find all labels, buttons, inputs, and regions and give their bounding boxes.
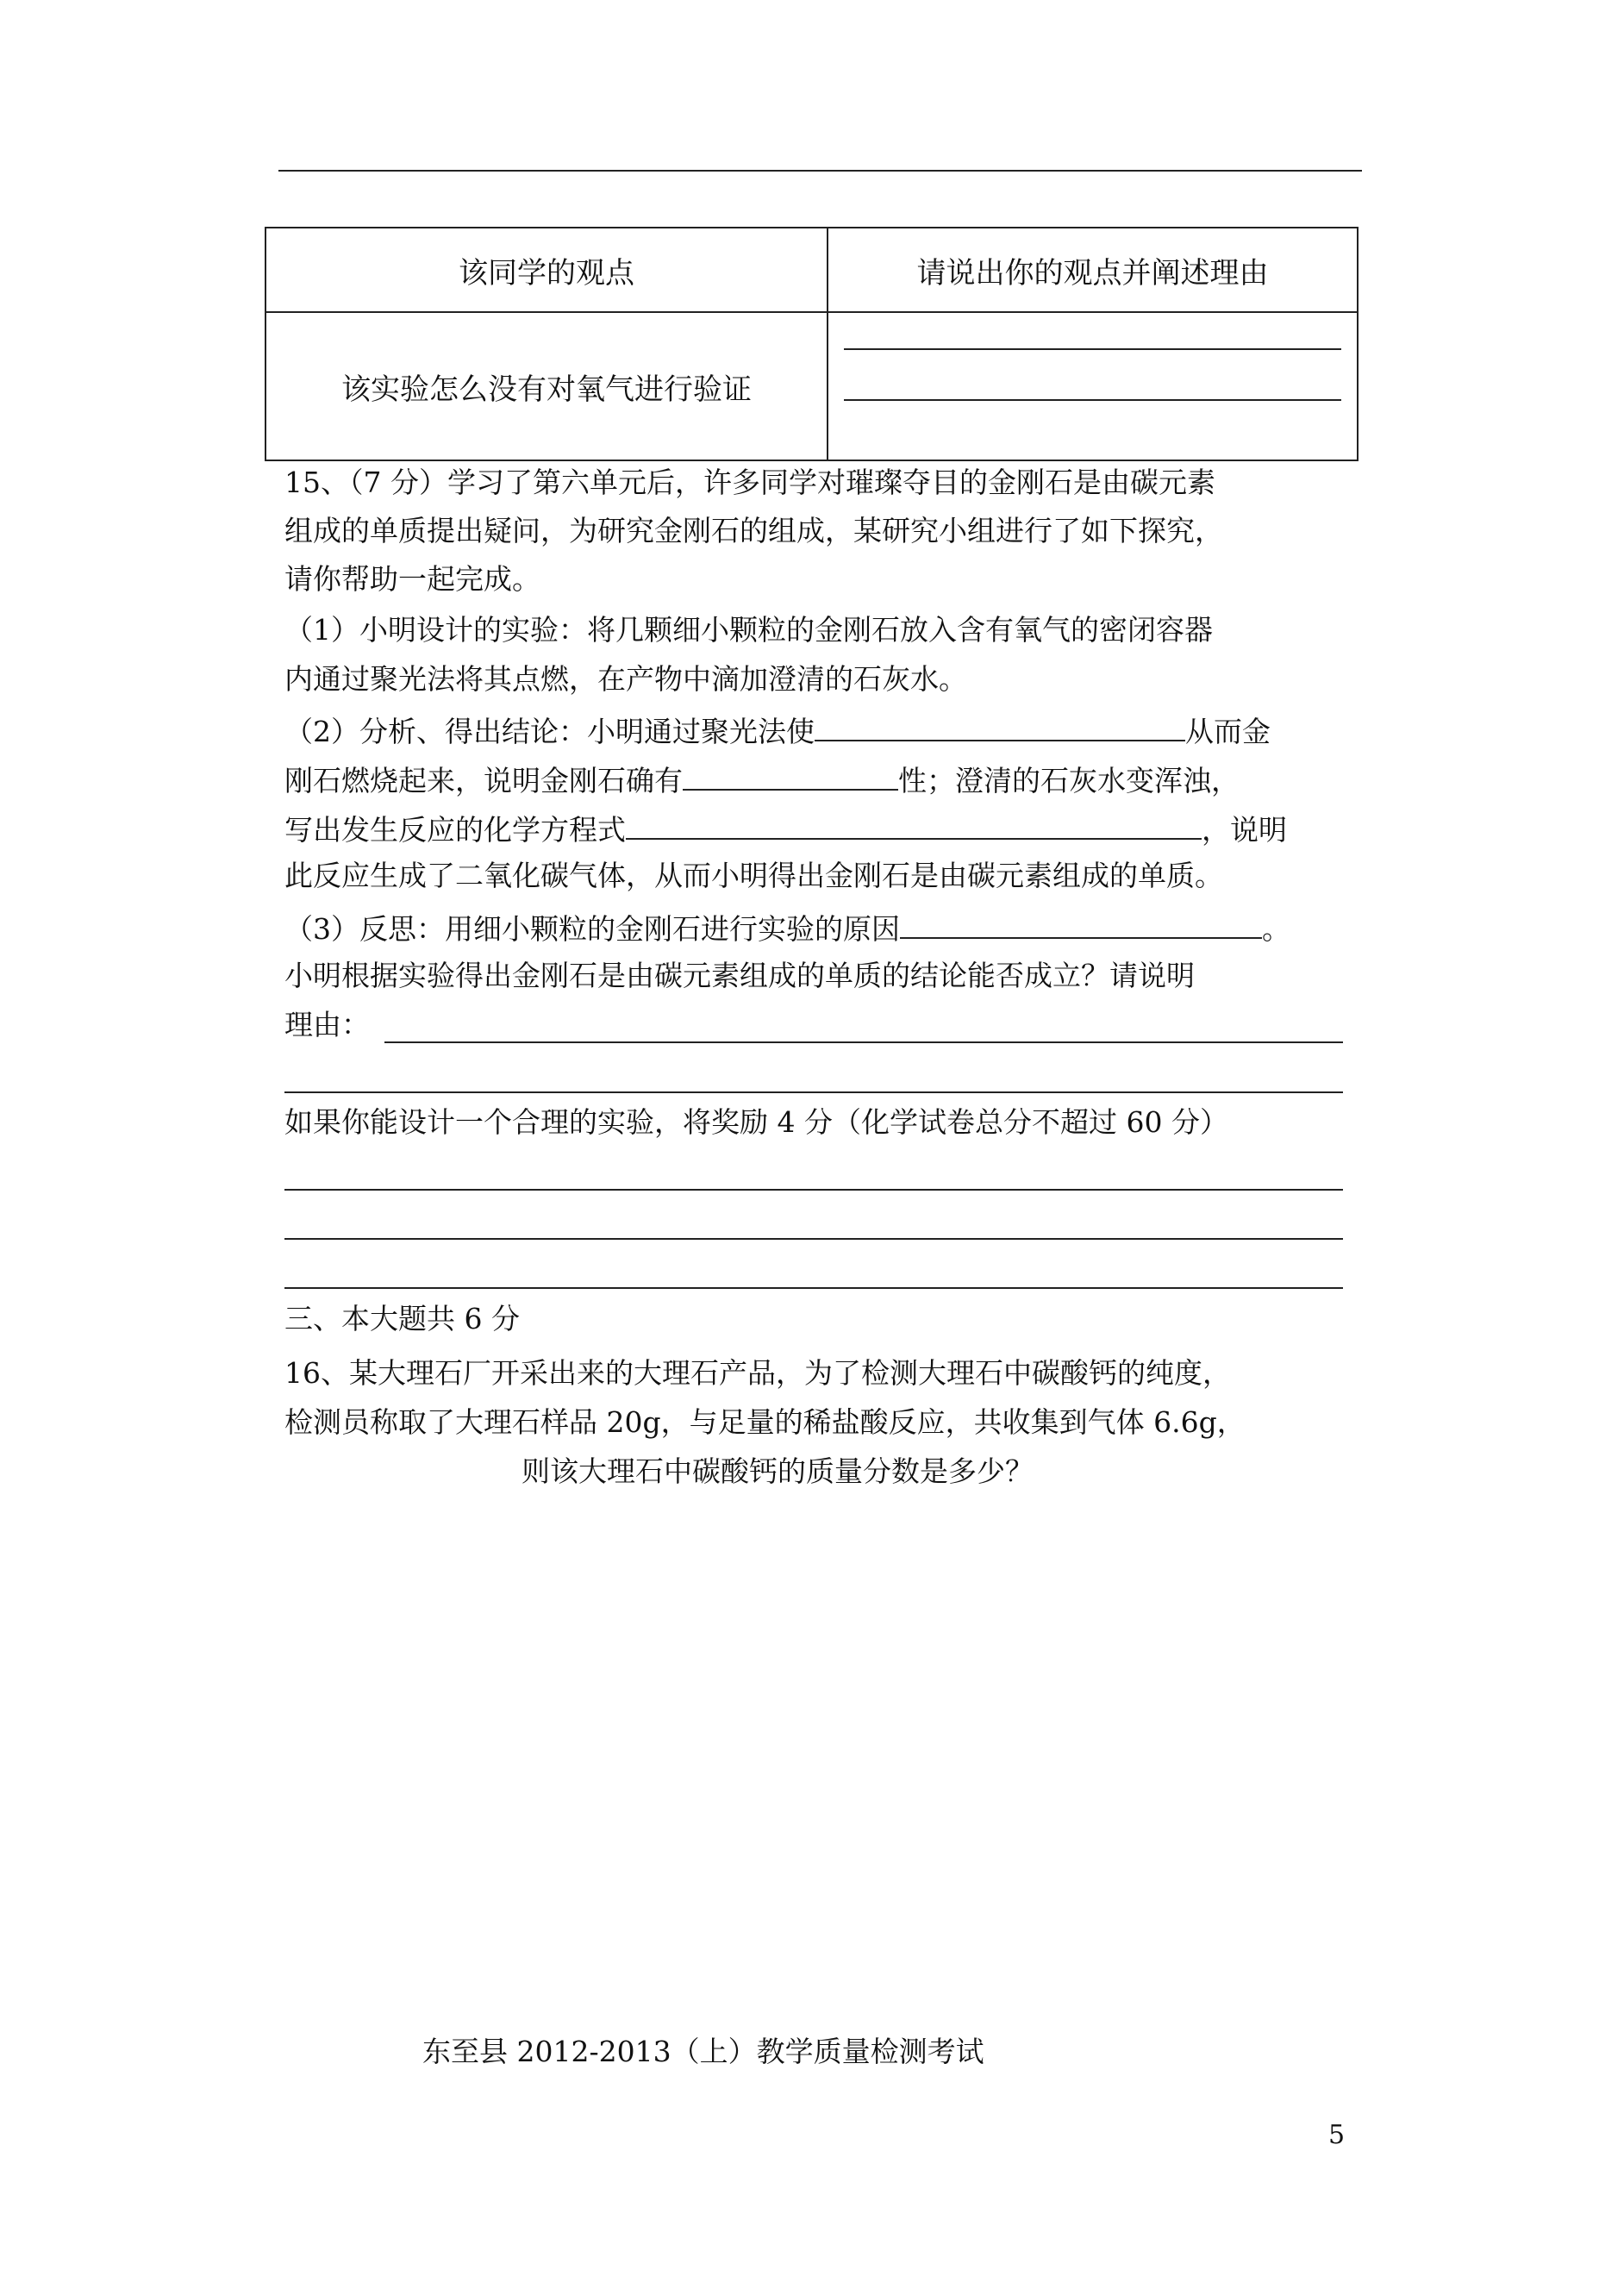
q16-line2: 检测员称取了大理石样品 20g，与足量的稀盐酸反应，共收集到气体 6.6g， [284, 1405, 1246, 1439]
q15-part1-line2: 内通过聚光法将其点燃，在产物中滴加澄清的石灰水。 [284, 662, 967, 696]
table-header-row [265, 228, 1358, 312]
header-student-view: 该同学的观点 [265, 228, 828, 312]
q16-line1: 16、某大理石厂开采出来的大理石产品，为了检测大理石中碳酸钙的纯度， [284, 1356, 1231, 1390]
answer-line[interactable] [284, 1287, 1343, 1289]
blank-equation[interactable] [626, 812, 1202, 840]
exam-title: 东至县 2012-2013（上）教学质量检测考试 [422, 2035, 984, 2068]
q15-part3-text-a: （3）反思：用细小颗粒的金刚石进行实验的原因 [284, 912, 900, 946]
q15-part3-line2: 小明根据实验得出金刚石是由碳元素组成的单质的结论能否成立？请说明 [284, 959, 1195, 992]
q15-part3-text-b: 。 [1262, 912, 1290, 946]
q15-part2-line2 [284, 763, 1240, 795]
q15-bonus: 如果你能设计一个合理的实验，将奖励 4 分（化学试卷总分不超过 60 分） [284, 1105, 1228, 1139]
answer-line[interactable] [284, 1189, 1343, 1191]
table-row [265, 312, 1358, 460]
q15-part2-line1 [284, 714, 1271, 746]
q15-part2-text-e: 写出发生反应的化学方程式 [284, 813, 626, 847]
q16-line3: 则该大理石中碳酸钙的质量分数是多少？ [522, 1454, 1034, 1488]
answer-line[interactable] [844, 399, 1341, 401]
answer-cell[interactable] [828, 312, 1358, 460]
q15-part2-text-f: ，说明 [1202, 813, 1287, 847]
answer-line[interactable] [284, 1238, 1343, 1240]
q15-part2-text-b: 从而金 [1185, 715, 1271, 748]
opinion-table [265, 227, 1359, 461]
q15-part3-line3: 理由： [284, 1008, 370, 1041]
blank-reason[interactable] [900, 911, 1262, 939]
blank-condition[interactable] [815, 714, 1185, 741]
answer-line[interactable] [844, 348, 1341, 350]
q15-line1: 15、（7 分）学习了第六单元后，许多同学对璀璨夺目的金刚石是由碳元素 [284, 466, 1215, 499]
q15-part2-line3 [284, 812, 1287, 847]
answer-line[interactable] [384, 1041, 1343, 1043]
q15-part1-line1: （1）小明设计的实验：将几颗细小颗粒的金刚石放入含有氧气的密闭容器 [284, 613, 1213, 647]
q15-line2: 组成的单质提出疑问，为研究金刚石的组成，某研究小组进行了如下探究， [284, 514, 1223, 547]
section-3-title: 三、本大题共 6 分 [284, 1302, 520, 1335]
student-opinion: 该实验怎么没有对氧气进行验证 [265, 312, 828, 460]
header-your-view: 请说出你的观点并阐述理由 [828, 228, 1358, 312]
blank-property[interactable] [683, 763, 898, 791]
answer-line[interactable] [284, 1091, 1343, 1093]
q15-line3: 请你帮助一起完成。 [284, 562, 540, 596]
q15-part2-line4: 此反应生成了二氧化碳气体，从而小明得出金刚石是由碳元素组成的单质。 [284, 859, 1223, 892]
q15-part2-text-a: （2）分析、得出结论：小明通过聚光法使 [284, 715, 815, 748]
q15-part2-text-c: 刚石燃烧起来，说明金刚石确有 [284, 764, 683, 797]
page-number: 5 [1328, 2120, 1346, 2150]
q15-part2-text-d: 性；澄清的石灰水变浑浊， [898, 764, 1240, 797]
q15-part3-line1 [284, 911, 1290, 946]
top-rule [278, 170, 1362, 172]
